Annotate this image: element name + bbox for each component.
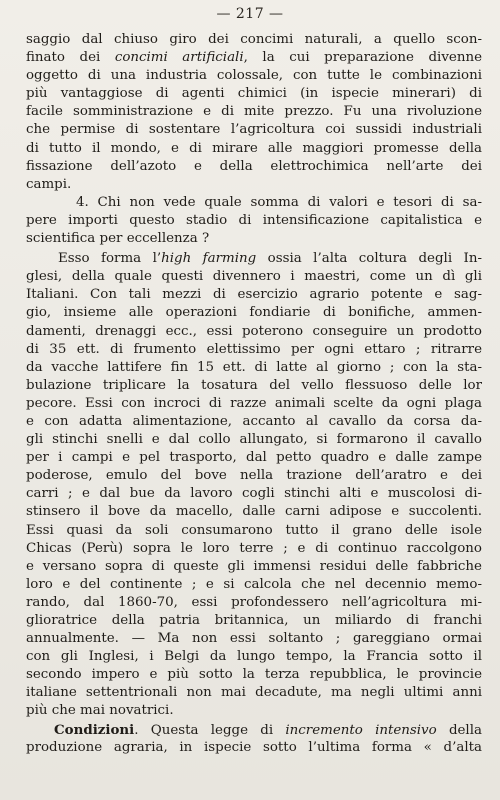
bold-heading: Condizioni xyxy=(54,721,135,738)
text-line xyxy=(26,304,482,322)
text-line xyxy=(26,49,482,67)
text-segment: più che mai novatrici. xyxy=(26,703,174,719)
text-segment: Essi quasi da soli consumarono tutto il grano delle isole xyxy=(26,522,482,538)
text-segment: 4. Chi non vede quale somma di valori e tesori di sa- xyxy=(76,194,482,210)
text-line xyxy=(26,612,482,630)
text-segment: stinsero il bove da macello, dalle carni adipose e succolenti. xyxy=(26,504,482,520)
text-segment: Esso forma l’ xyxy=(58,251,162,267)
text-line xyxy=(26,377,482,395)
text-segment: italiane settentrionali non mai decadute, ma negli ultimi anni xyxy=(26,685,482,701)
text-segment: , la cui preparazione divenne xyxy=(243,50,482,66)
text-segment: finato dei xyxy=(26,50,115,66)
text-segment: produzione agraria, in ispecie sotto l’ultima forma « d’alta xyxy=(26,739,482,755)
text-segment: di 35 ett. di frumento elettissimo per ogni ettaro ; ritrarre xyxy=(26,341,482,357)
text-segment: gio, insieme alle operazioni fondiarie di bonifiche, ammen- xyxy=(26,305,482,321)
text-line xyxy=(26,739,482,757)
italic-term: concimi artificiali xyxy=(114,50,244,66)
text-segment: con gli Inglesi, i Belgi da lungo tempo, la Francia sotto il xyxy=(26,649,482,665)
text-line xyxy=(26,85,482,103)
text-line xyxy=(26,666,482,684)
text-line xyxy=(26,140,482,158)
text-segment: annualmente. — Ma non essi soltanto ; gareggiano ormai xyxy=(26,631,482,647)
text-line xyxy=(26,341,482,359)
text-line xyxy=(26,286,482,304)
text-segment: glesi, della quale questi divennero i maestri, come un dì gli xyxy=(26,269,482,285)
body-text xyxy=(26,31,482,757)
text-segment: . Questa legge di xyxy=(134,722,286,738)
text-segment: per i campi e pel trasporto, dal petto quadro e dalle zampe xyxy=(26,450,482,466)
text-line xyxy=(26,485,482,503)
text-segment: secondo impero e più sotto la terza repubblica, le provincie xyxy=(26,667,482,683)
text-segment: di tutto il mondo, e di mirare alle maggiori promesse della xyxy=(26,140,482,156)
text-line xyxy=(26,103,482,121)
text-line xyxy=(26,503,482,521)
text-line xyxy=(26,359,482,377)
text-segment: Chicas (Perù) sopra le loro terre ; e di continuo raccolgono xyxy=(26,540,482,556)
text-line xyxy=(26,449,482,467)
text-segment: facile somministrazione e di mite prezzo. Fu una rivoluzione xyxy=(26,104,482,120)
text-line xyxy=(26,323,482,341)
text-line xyxy=(26,67,482,85)
text-line xyxy=(26,576,482,594)
italic-term: high farming xyxy=(161,251,257,267)
text-line xyxy=(26,158,482,176)
text-line xyxy=(26,702,482,720)
text-line xyxy=(26,212,482,230)
text-line xyxy=(26,230,482,248)
paragraph-start xyxy=(26,250,482,268)
text-segment: pecore. Essi con incroci di razze animali scelte da ogni plaga xyxy=(26,395,482,411)
text-line xyxy=(26,630,482,648)
paragraph-start xyxy=(26,721,482,739)
text-segment: scientifica per eccellenza ? xyxy=(26,231,210,247)
text-segment: glioratrice della patria britannica, un miliardo di franchi xyxy=(26,613,482,628)
text-line xyxy=(26,395,482,413)
text-line xyxy=(26,431,482,449)
text-line xyxy=(26,684,482,702)
text-line xyxy=(26,540,482,558)
text-line xyxy=(26,31,482,49)
text-segment: e con adatta alimentazione, accanto al cavallo da corsa da- xyxy=(26,413,482,429)
text-segment: carri ; e dal bue da lavoro cogli stinchi alti e muscolosi di- xyxy=(26,486,482,502)
text-segment: bulazione triplicare la tosatura del vello flessuoso delle lor xyxy=(26,377,482,393)
text-line xyxy=(26,594,482,612)
text-line xyxy=(26,648,482,666)
text-segment: saggio dal chiuso giro dei concimi naturali, a quello scon- xyxy=(26,32,482,47)
text-segment: e versano sopra di queste gli immensi residui delle fabbriche xyxy=(26,558,482,574)
text-segment: fissazione dell’azoto e della elettrochimica nell’arte dei xyxy=(26,158,482,174)
text-segment: damenti, drenaggi ecc., essi poterono conseguire un prodotto xyxy=(26,323,482,339)
text-line xyxy=(26,176,482,194)
text-segment: poderose, emulo del bove nella trazione dell’aratro e dei xyxy=(26,468,482,484)
text-segment: della xyxy=(436,722,482,738)
text-line xyxy=(26,121,482,139)
text-segment: oggetto di una industria colossale, con tutte le combinazioni xyxy=(26,68,482,84)
text-line xyxy=(26,268,482,286)
paragraph-start xyxy=(26,194,482,212)
text-segment: che permise di sostentare l’agricoltura coi sussidi industriali xyxy=(26,122,482,138)
italic-term: incremento intensivo xyxy=(285,722,437,738)
text-segment: pere importi questo stadio di intensificazione capitalistica e xyxy=(26,212,482,228)
text-segment: gli stinchi snelli e dal collo allungato, si formarono il cavallo xyxy=(26,432,482,448)
text-line xyxy=(26,522,482,540)
text-line xyxy=(26,467,482,485)
text-segment: rando, dal 1860-70, essi profondessero nell’agricoltura mi- xyxy=(26,594,482,610)
text-segment: loro e del continente ; e si calcola che nel decennio memo- xyxy=(26,576,482,592)
text-line xyxy=(26,558,482,576)
text-line xyxy=(26,413,482,431)
text-segment: ossia l’alta coltura degli In- xyxy=(256,251,482,267)
text-segment: Italiani. Con tali mezzi di esercizio agrario potente e sag- xyxy=(26,287,482,303)
text-segment: da vacche lattifere fin 15 ett. di latte al giorno ; con la sta- xyxy=(26,359,482,375)
page-number: — 217 — xyxy=(216,6,284,22)
text-segment: più vantaggiose di agenti chimici (in ispecie minerari) di xyxy=(26,86,482,102)
text-segment: campi. xyxy=(26,176,72,192)
